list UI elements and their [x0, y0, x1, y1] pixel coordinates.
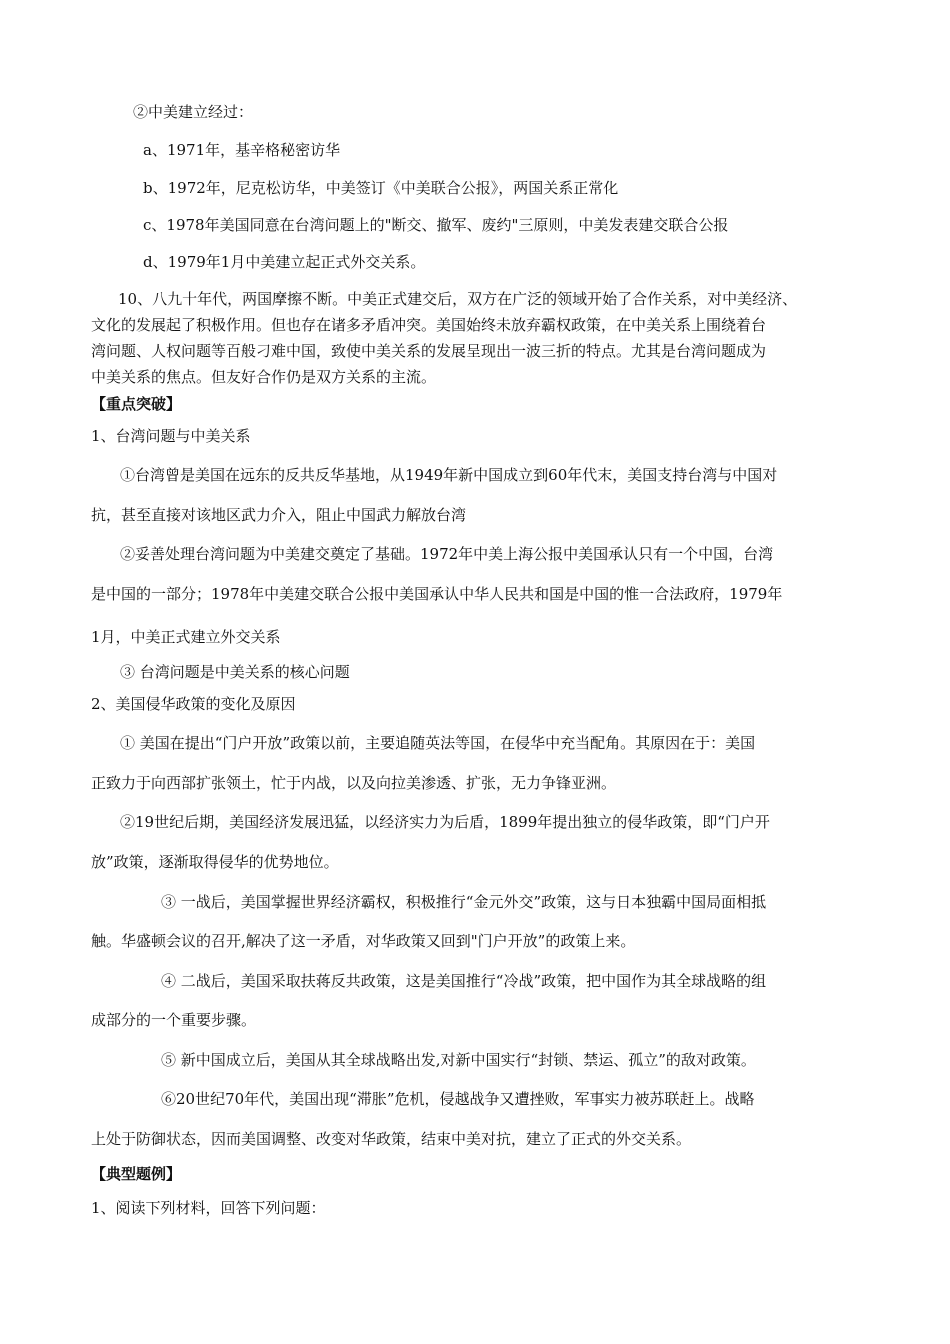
topic2-p5: ⑤ 新中国成立后，美国从其全球战略出发,对新中国实行“封锁、禁运、孤立”的敌对政策。: [161, 1051, 756, 1069]
topic1-p2-line1: ②妥善处理台湾问题为中美建交奠定了基础。1972年中美上海公报中美国承认只有一个中国，台湾: [120, 545, 774, 563]
topic2-p1-line1: ① 美国在提出“门户开放”政策以前，主要追随英法等国，在侵华中充当配角。其原因在于：美国: [120, 734, 756, 752]
topic1-p2-line3: 1月，中美正式建立外交关系: [91, 628, 281, 646]
topic1-p1-line1: ①台湾曾是美国在远东的反共反华基地，从1949年新中国成立到60年代末，美国支持台湾与中国对: [120, 466, 778, 484]
topic2-p4-line1: ④ 二战后，美国采取扶蒋反共政策，这是美国推行“冷战”政策，把中国作为其全球战略的组: [161, 972, 767, 990]
topic2-p6-line2: 上处于防御状态，因而美国调整、改变对华政策，结束中美对抗，建立了正式的外交关系。: [91, 1130, 692, 1148]
topic1-p3: ③ 台湾问题是中美关系的核心问题: [120, 663, 350, 681]
topic1-title: 1、台湾问题与中美关系: [91, 427, 251, 445]
establishment-process-subheading: ②中美建立经过：: [133, 103, 254, 121]
topic2-p3-line2: 触。华盛顿会议的召开,解决了这一矛盾，对华政策又回到"门户开放”的政策上来。: [91, 932, 636, 950]
topic2-p6-line1: ⑥20世纪70年代，美国出现“滞胀”危机，侵越战争又遭挫败，军事实力被苏联赶上。战略: [161, 1090, 755, 1108]
question-1: 1、阅读下列材料，回答下列问题：: [91, 1199, 326, 1217]
establishment-item-d: d、1979年1月中美建立起正式外交关系。: [143, 253, 426, 271]
topic2-p2-line1: ②19世纪后期，美国经济发展迅猛，以经济实力为后盾，1899年提出独立的侵华政策，即“门户开: [120, 813, 770, 831]
section10-line-2: 文化的发展起了积极作用。但也存在诸多矛盾冲突。美国始终未放弃霸权政策，在中美关系上围绕着台: [91, 316, 767, 334]
establishment-item-a: a、1971年，基辛格秘密访华: [143, 141, 341, 159]
establishment-item-c: c、1978年美国同意在台湾问题上的"断交、撤军、废约"三原则，中美发表建交联合公报: [143, 216, 729, 234]
establishment-item-b: b、1972年，尼克松访华，中美签订《中美联合公报》，两国关系正常化: [143, 179, 619, 197]
topic2-p2-line2: 放”政策，逐渐取得侵华的优势地位。: [91, 853, 339, 871]
topic2-p3-line1: ③ 一战后，美国掌握世界经济霸权，积极推行“金元外交”政策，这与日本独霸中国局面相抵: [161, 893, 767, 911]
key-breakthrough-heading: 【重点突破】: [91, 395, 182, 413]
topic1-p1-line2: 抗，甚至直接对该地区武力介入，阻止中国武力解放台湾: [91, 506, 467, 524]
section10-line-1: 10、八九十年代，两国摩擦不断。中美正式建交后，双方在广泛的领域开始了合作关系，对中美经济、: [118, 290, 798, 308]
section10-line-3: 湾问题、人权问题等百般刁难中国，致使中美关系的发展呈现出一波三折的特点。尤其是台湾问题成为: [91, 342, 767, 360]
section10-line-4: 中美关系的焦点。但友好合作仍是双方关系的主流。: [91, 368, 437, 386]
topic1-p2-line2: 是中国的一部分；1978年中美建交联合公报中美国承认中华人民共和国是中国的惟一合法政府，1979年: [91, 585, 783, 603]
topic2-p4-line2: 成部分的一个重要步骤。: [91, 1011, 257, 1029]
topic2-p1-line2: 正致力于向西部扩张领土，忙于内战，以及向拉美渗透、扩张，无力争锋亚洲。: [91, 774, 617, 792]
topic2-title: 2、美国侵华政策的变化及原因: [91, 695, 296, 713]
typical-examples-heading: 【典型题例】: [91, 1165, 182, 1183]
